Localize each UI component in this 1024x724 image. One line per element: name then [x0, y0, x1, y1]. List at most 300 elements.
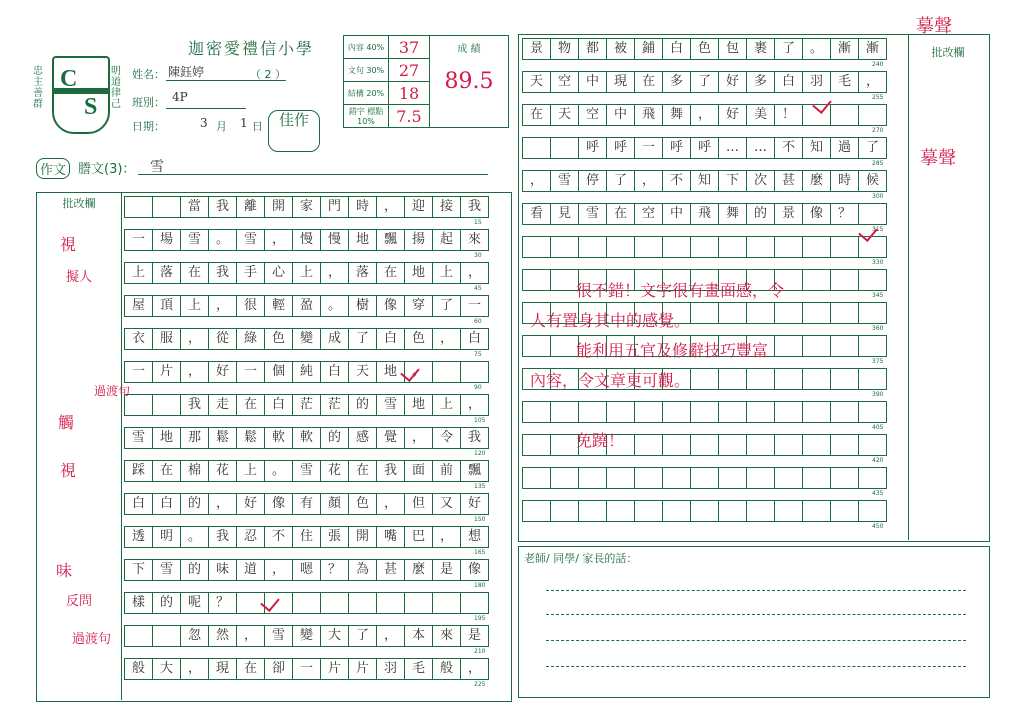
grid-cell: 是 [432, 559, 461, 581]
grid-cell: 住 [292, 526, 321, 548]
essay-title-label: 謄文(3)： [78, 162, 136, 177]
grid-cell: 忽 [180, 625, 209, 647]
grid-cell: ， [208, 295, 237, 317]
grid-cell [830, 236, 859, 258]
day-label: 日 [252, 120, 263, 133]
grid-cell: 。 [180, 526, 209, 548]
margin-note: 反問 [66, 594, 93, 609]
grid-cell: 停 [578, 170, 607, 192]
grid-cell: 感 [348, 427, 377, 449]
grid-cell: 一 [236, 361, 265, 383]
grid-cell: 不 [662, 170, 691, 192]
grid-cell: ， [180, 658, 209, 680]
grid-cell [292, 592, 321, 614]
grid-cell: 好 [718, 104, 747, 126]
excellent-work-badge: 佳作 [268, 110, 320, 152]
comment-line: 能利用五官及修辭技巧豐富 [576, 341, 769, 360]
grid-cell: 空 [550, 71, 579, 93]
character-count: 30 [474, 252, 482, 259]
grid-cell [550, 500, 579, 522]
grid-cell: 色 [348, 493, 377, 515]
grid-row [124, 262, 488, 284]
grid-cell [662, 467, 691, 489]
grid-cell: 飄 [460, 460, 489, 482]
grid-cell: 變 [292, 625, 321, 647]
grid-cell: 上 [292, 262, 321, 284]
grid-cell: 看 [522, 203, 551, 225]
grid-cell [746, 500, 775, 522]
grid-row [124, 361, 488, 383]
grid-cell [404, 592, 433, 614]
grid-cell: 的 [746, 203, 775, 225]
grid-row [124, 196, 488, 218]
grid-cell: 綠 [236, 328, 265, 350]
grid-row [124, 658, 488, 680]
comment-line [530, 396, 900, 426]
left-margin-divider [121, 192, 122, 700]
grid-cell: 慢 [292, 229, 321, 251]
grid-cell: 心 [264, 262, 293, 284]
character-count: 315 [872, 226, 884, 233]
grid-cell: 嘴 [376, 526, 405, 548]
character-count: 210 [474, 648, 486, 655]
grid-cell: 現 [208, 658, 237, 680]
grid-cell: 地 [404, 394, 433, 416]
grid-cell [606, 236, 635, 258]
grid-cell: 我 [208, 196, 237, 218]
margin-note: 摹聲 [920, 148, 956, 169]
title-underline [138, 174, 488, 175]
grid-cell: 呼 [578, 137, 607, 159]
grid-cell: 時 [348, 196, 377, 218]
right-margin-header: 批改欄 [931, 46, 965, 59]
character-count: 45 [474, 285, 482, 292]
character-count: 285 [872, 160, 884, 167]
grid-cell: 覺 [376, 427, 405, 449]
character-count: 90 [474, 384, 482, 391]
grid-cell: 空 [634, 203, 663, 225]
total-score: 89.5 [444, 69, 494, 94]
grid-cell [802, 500, 831, 522]
grid-cell: 在 [152, 460, 181, 482]
grid-cell: 在 [634, 71, 663, 93]
grid-cell: 過 [830, 137, 859, 159]
grid-cell: 雪 [292, 460, 321, 482]
grid-cell: 明 [152, 526, 181, 548]
comment-line-blank [546, 666, 966, 667]
grid-cell: ， [320, 262, 349, 284]
date-label: 日期： [132, 120, 165, 133]
grid-cell [320, 592, 349, 614]
comment-line: 內容，令文章更可觀。 [530, 371, 691, 390]
grid-row [124, 559, 488, 581]
grid-cell: 地 [152, 427, 181, 449]
grid-row [124, 460, 488, 482]
grid-row [124, 625, 488, 647]
school-motto-left: 忠主善群 [33, 66, 43, 110]
grid-cell: 嗯 [292, 559, 321, 581]
character-count: 120 [474, 450, 486, 457]
character-count: 390 [872, 391, 884, 398]
grid-cell: 像 [460, 559, 489, 581]
character-count: 225 [474, 681, 486, 688]
grid-row [522, 236, 886, 258]
score-table [343, 35, 509, 128]
character-count: 180 [474, 582, 486, 589]
grid-cell [830, 500, 859, 522]
grid-cell: 中 [662, 203, 691, 225]
grid-cell: 片 [152, 361, 181, 383]
grid-cell [718, 500, 747, 522]
character-count: 360 [872, 325, 884, 332]
grid-cell: 當 [180, 196, 209, 218]
grid-cell: 見 [550, 203, 579, 225]
grid-cell: 踩 [124, 460, 153, 482]
grid-cell: 天 [348, 361, 377, 383]
grid-cell: ， [404, 427, 433, 449]
grid-cell: 上 [432, 394, 461, 416]
grid-cell: 衣 [124, 328, 153, 350]
grid-cell: 一 [124, 229, 153, 251]
grid-cell: 很 [236, 295, 265, 317]
grid-cell: 呢 [180, 592, 209, 614]
character-count: 240 [872, 61, 884, 68]
grid-cell [858, 203, 887, 225]
grid-cell: 知 [690, 170, 719, 192]
grid-cell: ， [460, 394, 489, 416]
grid-cell: 在 [180, 262, 209, 284]
student-name: 陳鈺婷 [168, 65, 205, 79]
grid-row [522, 137, 886, 159]
grid-cell [376, 592, 405, 614]
grid-cell [858, 104, 887, 126]
grid-cell: 道 [236, 559, 265, 581]
grid-cell [634, 500, 663, 522]
grid-cell: 忍 [236, 526, 265, 548]
grid-cell: 呼 [662, 137, 691, 159]
grid-cell: 中 [606, 104, 635, 126]
grid-cell: 的 [180, 493, 209, 515]
grid-cell: 雪 [152, 559, 181, 581]
grid-cell [662, 500, 691, 522]
grid-cell: 羽 [376, 658, 405, 680]
grid-row [124, 493, 488, 515]
margin-note: 過渡句 [72, 632, 112, 647]
grid-cell: 花 [320, 460, 349, 482]
grid-cell [522, 236, 551, 258]
grid-cell [578, 500, 607, 522]
character-count: 15 [474, 219, 482, 226]
grid-cell [718, 236, 747, 258]
grid-cell [606, 467, 635, 489]
grid-cell: 知 [802, 137, 831, 159]
grid-row [522, 104, 886, 126]
grid-cell [858, 467, 887, 489]
comment-line-blank [546, 590, 966, 591]
grid-row [522, 203, 886, 225]
grid-cell: 景 [774, 203, 803, 225]
grid-cell: 雪 [578, 203, 607, 225]
grid-cell: 我 [376, 460, 405, 482]
grid-cell: 場 [152, 229, 181, 251]
grid-cell: 上 [124, 262, 153, 284]
grid-cell: 了 [774, 38, 803, 60]
school-name: 迦密愛禮信小學 [188, 39, 315, 58]
grid-cell: 在 [236, 394, 265, 416]
grid-cell: ！ [774, 104, 803, 126]
grid-cell: 開 [264, 196, 293, 218]
grid-cell: 一 [292, 658, 321, 680]
grid-cell: 不 [774, 137, 803, 159]
grid-cell: 白 [662, 38, 691, 60]
grid-cell: 味 [208, 559, 237, 581]
grid-row [522, 170, 886, 192]
grid-row [522, 71, 886, 93]
grid-cell: 的 [348, 394, 377, 416]
grid-cell: 在 [236, 658, 265, 680]
grid-cell: ， [634, 170, 663, 192]
grid-cell: ， [236, 625, 265, 647]
grid-cell: 令 [432, 427, 461, 449]
grid-cell: ？ [320, 559, 349, 581]
grid-cell: 純 [292, 361, 321, 383]
grid-cell [578, 236, 607, 258]
grid-cell: 白 [152, 493, 181, 515]
grid-cell: 。 [264, 460, 293, 482]
score-value-structure: 18 [389, 82, 430, 105]
score-value-sentence: 27 [389, 59, 430, 82]
grid-cell [774, 500, 803, 522]
grid-cell: 服 [152, 328, 181, 350]
grid-cell: 現 [606, 71, 635, 93]
grid-cell: 多 [662, 71, 691, 93]
grid-cell: 色 [404, 328, 433, 350]
comment-line-blank [546, 640, 966, 641]
margin-note: 摹聲 [916, 16, 952, 37]
grid-cell: ， [180, 328, 209, 350]
grid-cell: 花 [208, 460, 237, 482]
score-label-sentence: 文句 30% [344, 59, 389, 82]
grid-cell [746, 236, 775, 258]
logo-letter-s: S [84, 94, 98, 120]
character-count: 420 [872, 457, 884, 464]
grid-row [124, 394, 488, 416]
grid-cell: 軟 [264, 427, 293, 449]
grid-cell: ， [522, 170, 551, 192]
grid-cell: ， [180, 361, 209, 383]
grid-cell: 屋 [124, 295, 153, 317]
grid-cell: 雪 [376, 394, 405, 416]
grid-cell: 透 [124, 526, 153, 548]
grid-cell: 我 [208, 526, 237, 548]
grid-cell [460, 592, 489, 614]
essay-type-label: 作文 [36, 158, 70, 179]
grid-cell: 上 [432, 262, 461, 284]
grid-cell [634, 236, 663, 258]
grid-cell: ， [376, 493, 405, 515]
grid-cell [522, 137, 551, 159]
grid-cell: 本 [404, 625, 433, 647]
grid-cell: 面 [404, 460, 433, 482]
grid-cell [718, 467, 747, 489]
grid-cell: 一 [124, 361, 153, 383]
comments-label: 老師/ 同學/ 家長的話： [524, 552, 638, 565]
grid-cell: 好 [460, 493, 489, 515]
margin-note: 視 [60, 461, 77, 480]
teacher-comment [530, 276, 900, 456]
grid-cell: … [718, 137, 747, 159]
grid-cell: 片 [348, 658, 377, 680]
score-label-content: 內容 40% [344, 36, 389, 59]
grid-cell: 候 [858, 170, 887, 192]
grid-cell [830, 104, 859, 126]
grid-cell: 茫 [320, 394, 349, 416]
grid-cell: 甚 [376, 559, 405, 581]
character-count: 405 [872, 424, 884, 431]
grid-cell: 盈 [292, 295, 321, 317]
grid-cell: 的 [180, 559, 209, 581]
grid-cell: ， [432, 526, 461, 548]
grid-cell: 軟 [292, 427, 321, 449]
grid-cell: … [746, 137, 775, 159]
grid-cell: 天 [550, 104, 579, 126]
grid-cell: 雪 [550, 170, 579, 192]
grid-cell: 雪 [180, 229, 209, 251]
grid-cell: 穿 [404, 295, 433, 317]
grid-cell: 舞 [662, 104, 691, 126]
grid-cell: 在 [606, 203, 635, 225]
grid-cell: 鬆 [208, 427, 237, 449]
grid-cell: 。 [208, 229, 237, 251]
grid-cell: 巴 [404, 526, 433, 548]
grid-cell [124, 625, 153, 647]
grid-cell: ？ [830, 203, 859, 225]
grid-cell: 想 [460, 526, 489, 548]
grid-cell: 像 [264, 493, 293, 515]
grid-cell: 我 [180, 394, 209, 416]
grid-cell: 地 [404, 262, 433, 284]
grid-cell: 了 [606, 170, 635, 192]
grid-cell: 有 [292, 493, 321, 515]
grid-cell: 白 [460, 328, 489, 350]
grid-cell: 為 [348, 559, 377, 581]
grid-cell: 天 [522, 71, 551, 93]
grid-cell: 般 [432, 658, 461, 680]
grid-cell: 包 [718, 38, 747, 60]
grid-cell: 大 [320, 625, 349, 647]
grid-cell: 毛 [830, 71, 859, 93]
grid-cell: 雪 [124, 427, 153, 449]
grid-row [124, 592, 488, 614]
comment-line: 人有置身其中的感覺。 [530, 311, 691, 330]
grid-cell: 空 [578, 104, 607, 126]
grid-cell: 在 [376, 262, 405, 284]
grid-cell: 像 [802, 203, 831, 225]
grid-cell: 離 [236, 196, 265, 218]
grid-cell: 鬆 [236, 427, 265, 449]
grid-cell: 接 [432, 196, 461, 218]
grid-cell: ， [208, 493, 237, 515]
score-value-typo: 7.5 [389, 105, 430, 128]
grid-cell: ， [376, 625, 405, 647]
grid-cell: 來 [460, 229, 489, 251]
grid-cell: 張 [320, 526, 349, 548]
grid-cell: 前 [432, 460, 461, 482]
grid-cell: 麼 [802, 170, 831, 192]
score-label-typo: 錯字 標點 10% [344, 105, 389, 128]
grid-cell: 從 [208, 328, 237, 350]
grid-cell: 下 [718, 170, 747, 192]
character-count: 135 [474, 483, 486, 490]
grid-cell [634, 467, 663, 489]
grid-cell: ， [432, 328, 461, 350]
grid-cell: 毛 [404, 658, 433, 680]
grid-row [124, 427, 488, 449]
grid-cell: 的 [320, 427, 349, 449]
grid-cell [746, 467, 775, 489]
grid-cell: 迎 [404, 196, 433, 218]
grid-cell: 片 [320, 658, 349, 680]
grid-cell: 在 [348, 460, 377, 482]
comments-box [518, 546, 990, 698]
grid-cell [152, 394, 181, 416]
grid-cell: 雪 [236, 229, 265, 251]
grid-cell: 顏 [320, 493, 349, 515]
grid-cell: 一 [460, 295, 489, 317]
grid-cell: 白 [124, 493, 153, 515]
grid-cell: 了 [432, 295, 461, 317]
grid-cell: 飛 [690, 203, 719, 225]
grid-cell: 落 [348, 262, 377, 284]
school-logo [52, 56, 110, 134]
grid-cell: 好 [208, 361, 237, 383]
grid-cell: ， [460, 658, 489, 680]
character-count: 270 [872, 127, 884, 134]
grid-cell: 甚 [774, 170, 803, 192]
grid-cell: ， [690, 104, 719, 126]
grid-cell: 雪 [264, 625, 293, 647]
grid-cell [550, 137, 579, 159]
margin-note: 視 [60, 235, 77, 254]
comment-line: 很不錯！文字很有畫面感，令 [576, 281, 785, 300]
character-count: 195 [474, 615, 486, 622]
grid-cell: 漸 [858, 38, 887, 60]
grid-cell: 羽 [802, 71, 831, 93]
margin-note: 觸 [58, 413, 75, 432]
grid-cell [662, 236, 691, 258]
character-count: 60 [474, 318, 482, 325]
grid-cell: ， [264, 229, 293, 251]
grid-cell: 我 [460, 427, 489, 449]
grid-cell: 樹 [348, 295, 377, 317]
grid-cell: 來 [432, 625, 461, 647]
grid-cell [774, 467, 803, 489]
grid-cell: 不 [264, 526, 293, 548]
grid-cell: 白 [264, 394, 293, 416]
grid-cell: 但 [404, 493, 433, 515]
logo-letter-c: C [60, 66, 78, 92]
grid-cell: 舞 [718, 203, 747, 225]
grid-cell: 起 [432, 229, 461, 251]
grid-cell: 地 [376, 361, 405, 383]
character-count: 330 [872, 259, 884, 266]
grid-cell: 鋪 [634, 38, 663, 60]
grid-cell: 頂 [152, 295, 181, 317]
grid-cell: ， [264, 559, 293, 581]
class-number: （ 2 ） [250, 68, 286, 81]
grid-row [124, 328, 488, 350]
character-count: 165 [474, 549, 486, 556]
